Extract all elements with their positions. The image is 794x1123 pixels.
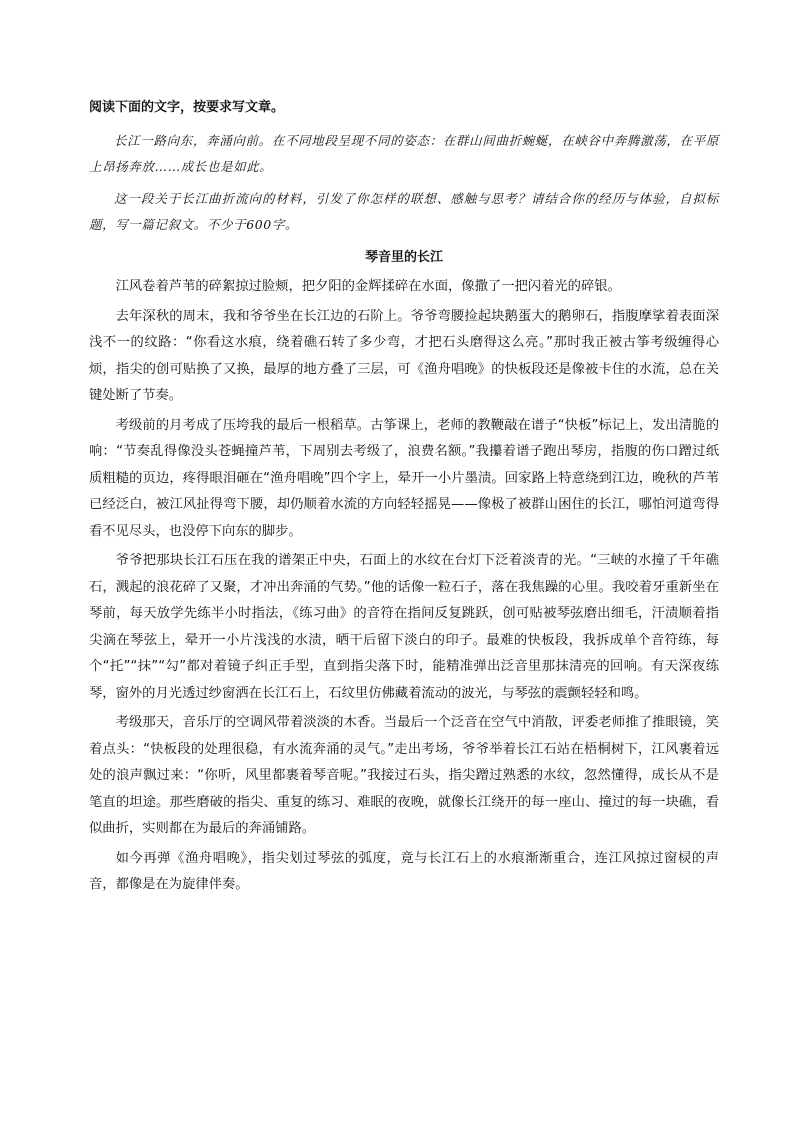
prompt-paragraph-material: 长江一路向东，奔涌向前。在不同地段呈现不同的姿态：在群山间曲折蜿蜒，在峡谷中奔腾激荡，在平原上昂扬奔放……成长也是如此。	[89, 133, 719, 174]
prompt-heading: 阅读下面的文字，按要求写文章。	[89, 100, 285, 115]
essay-paragraph: 考级前的月考成了压垮我的最后一根稻草。古筝课上，老师的教鞭敲在谱子“快板”标记上，发出清脆的响：“节奏乱得像没头苍蝇撞芦苇，下周别去考级了，浪费名额。”我攥着谱子跑出琴房，指腹的伤口蹭过纸质粗糙的页边，疼得眼泪砸在“渔舟唱晚”四个字上，晕开一小片墨渍。回家路上特意绕到江边，晚秋的芦苇已经泛白，被江风扯得弯下腰，却仍顺着水流的方向轻轻摇晃——像极了被群山困住的长江，哪怕河道弯得看不见尽头，也没停下向东的脚步。	[89, 417, 719, 539]
essay-paragraph: 如今再弹《渔舟唱晚》，指尖划过琴弦的弧度，竟与长江石上的水痕渐渐重合，连江风掠过窗棂的声音，都像是在为旋律伴奏。	[89, 850, 719, 892]
essay-paragraph: 考级那天，音乐厅的空调风带着淡淡的木香。当最后一个泛音在空气中消散，评委老师推了推眼镜，笑着点头：“快板段的处理很稳，有水流奔涌的灵气。”走出考场，爷爷举着长江石站在梧桐树下，江风裹着远处的浪声飘过来：“你听，风里都裹着琴音呢。”我接过石头，指尖蹭过熟悉的水纹，忽然懂得，成长从不是笔直的坦途。那些磨破的指尖、重复的练习、难眠的夜晚，就像长江绕开的每一座山、撞过的每一块礁，看似曲折，实则都在为最后的奔涌铺路。	[89, 715, 719, 836]
essay-paragraph: 江风卷着芦苇的碎絮掠过脸颊，把夕阳的金辉揉碎在水面，像撒了一把闪着光的碎银。	[115, 279, 621, 294]
essay-title: 琴音里的长江	[364, 250, 443, 265]
essay-paragraph: 爷爷把那块长江石压在我的谱架正中央，石面上的水纹在台灯下泛着淡青的光。“三峡的水撞了千年礁石，溅起的浪花碎了又聚，才冲出奔涌的气势。”他的话像一粒石子，落在我焦躁的心里。我咬着牙重新坐在琴前，每天放学先练半小时指法，《练习曲》的音符在指间反复跳跃，创可贴被琴弦磨出细毛，汗渍顺着指尖滴在琴弦上，晕开一小片浅浅的水渍，晒干后留下淡白的印子。最难的快板段，我拆成单个音符练，每个“托”“抹”“勾”都对着镜子纠正手型，直到指尖落下时，能精准弹出泛音里那抹清亮的回响。有天深夜练琴，窗外的月光透过纱窗洒在长江石上，石纹里仿佛藏着流动的波光，与琴弦的震颤轻轻和鸣。	[89, 553, 719, 701]
document-page	[89, 98, 719, 902]
prompt-paragraph-task: 这一段关于长江曲折流向的材料，引发了你怎样的联想、感触与思考？请结合你的经历与体验，自拟标题，写一篇记叙文。不少于600字。	[89, 191, 719, 232]
essay-paragraph: 去年深秋的周末，我和爷爷坐在长江边的石阶上。爷爷弯腰捡起块鹅蛋大的鹅卵石，指腹摩挲着表面深浅不一的纹路：“你看这水痕，绕着礁石转了多少弯，才把石头磨得这么亮。”那时我正被古筝考级缠得心烦，指尖的创可贴换了又换，最厚的地方叠了三层，可《渔舟唱晚》的快板段还是像被卡住的水流，总在关键处断了节奏。	[89, 308, 719, 403]
